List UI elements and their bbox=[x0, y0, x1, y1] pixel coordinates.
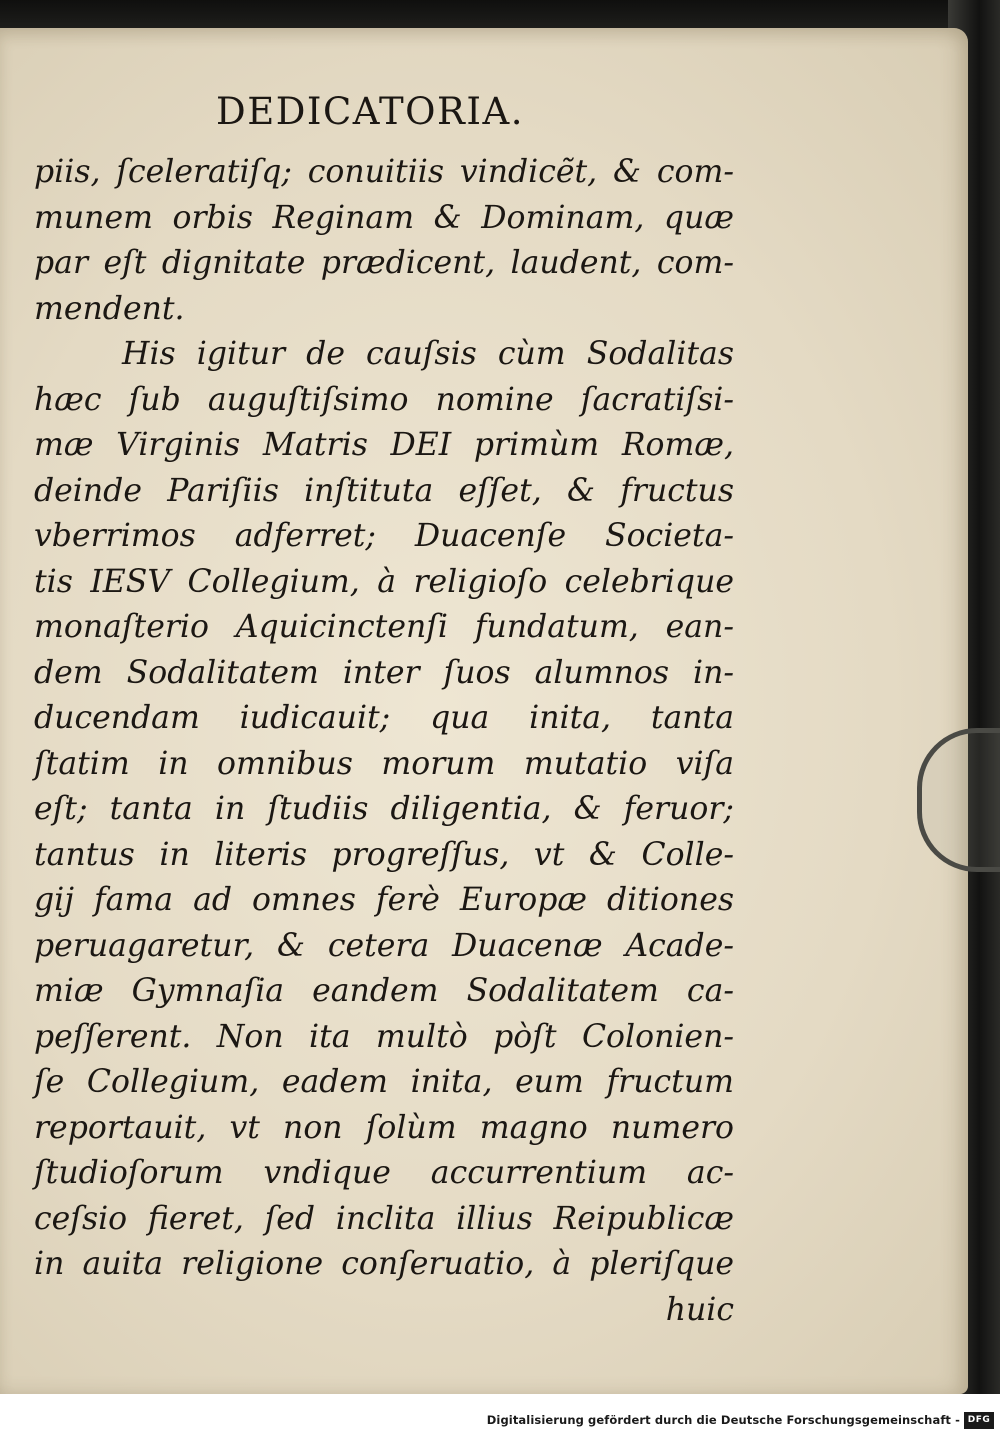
catchword: huic bbox=[665, 1291, 734, 1328]
text-line: munem orbis Reginam & Dominam, quæ bbox=[34, 199, 734, 236]
text-line: par eſt dignitate prædicent, laudent, com- bbox=[34, 245, 734, 281]
dfg-logo: DFG bbox=[964, 1412, 994, 1429]
text-line: miæ Gymnaſia eandem Sodalitatem ca- bbox=[34, 973, 734, 1009]
text-line: mæ Virginis Matris DEI primùm Romæ, bbox=[34, 427, 734, 463]
text-line: vberrimos adferret; Duacenſe Societa- bbox=[34, 518, 734, 554]
page-header bbox=[0, 90, 740, 133]
text-line: tis IESV Collegium, à religioſo celebrique bbox=[34, 563, 734, 600]
text-line: ceſsio fieret, ſed inclita illius Reipublicæ bbox=[34, 1200, 734, 1237]
text-line: His igitur de cauſsis cùm Sodalitas bbox=[122, 336, 734, 372]
text-line: gij fama ad omnes ferè Europæ ditiones bbox=[34, 882, 734, 918]
text-line: peruagaretur, & cetera Duacenæ Acade- bbox=[34, 927, 734, 964]
text-line: monaſterio Aquicinctenſi fundatum, ean- bbox=[34, 609, 734, 645]
text-line: peſſerent. Non ita multò pòſt Colonien- bbox=[34, 1018, 734, 1055]
page-header-title: DEDICATORIA. bbox=[216, 90, 524, 133]
body-text bbox=[34, 150, 734, 1333]
text-line: reportauit, vt non ſolùm magno numero bbox=[34, 1109, 734, 1146]
text-line: ſtatim in omnibus morum mutatio viſa bbox=[34, 745, 734, 782]
text-line: deinde Pariſiis inſtituta eſſet, & fructus bbox=[34, 472, 734, 509]
text-line: mendent. bbox=[34, 290, 185, 327]
text-line: dem Sodalitatem inter ſuos alumnos in- bbox=[34, 654, 734, 691]
text-line: eſt; tanta in ſtudiis diligentia, & feruor; bbox=[34, 791, 734, 827]
text-line: tantus in literis progreſſus, vt & Colle- bbox=[34, 836, 734, 873]
text-line: ſtudioſorum vndique accurrentium ac- bbox=[34, 1155, 734, 1191]
text-line: ſe Collegium, eadem inita, eum fructum bbox=[34, 1064, 734, 1100]
text-line: piis, ſceleratiſq; conuitiis vindicẽt, & com- bbox=[34, 154, 734, 190]
funding-credit: Digitalisierung gefördert durch die Deutsche Forschungsgemeinschaft - bbox=[486, 1413, 960, 1427]
text-line: ducendam iudicauit; qua inita, tanta bbox=[34, 700, 734, 736]
text-line: hæc ſub auguſtiſsimo nomine ſacratiſsi- bbox=[34, 381, 734, 418]
text-line: in auita religione conſeruatio, à pleriſque bbox=[34, 1246, 734, 1282]
